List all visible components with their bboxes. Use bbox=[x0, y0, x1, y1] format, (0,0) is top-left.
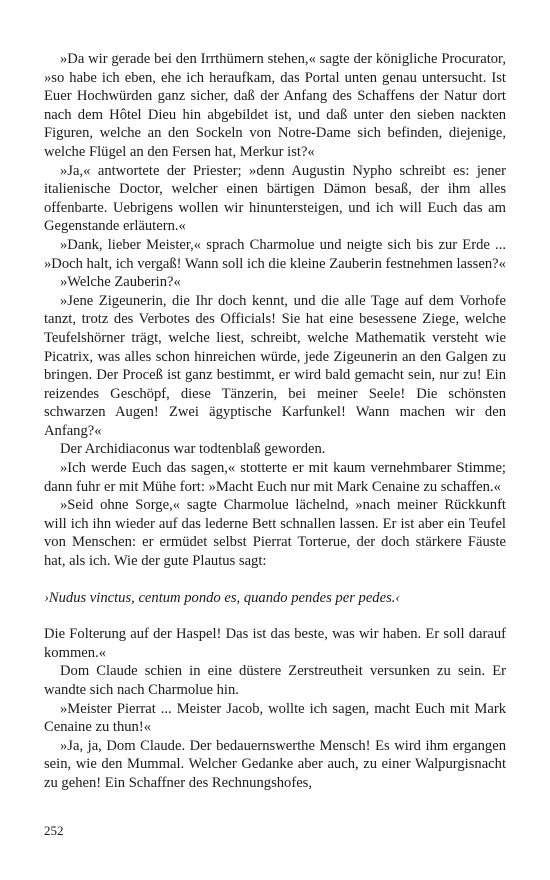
latin-quote: ›Nudus vinctus, centum pondo es, quando pendes per pedes.‹ bbox=[44, 589, 401, 606]
page-number: 252 bbox=[44, 823, 64, 838]
paragraph-11: »Meister Pierrat ... Meister Jacob, wollte ich sagen, macht Euch mit Mark Cenaine zu thun!« bbox=[44, 700, 506, 736]
paragraph-4: »Welche Zauberin?« bbox=[60, 274, 181, 291]
paragraph-9: Die Folterung auf der Haspel! Das ist das beste, was wir haben. Er soll darauf kommen.« bbox=[44, 626, 506, 661]
paragraph-1: »Da wir gerade bei den Irrthümern stehen,« sagte der königliche Procurator, »so habe ich eben, ehe ich heraufkam, das Portal unten genau untersucht. Ist Euer Hochwürden ganz sicher, daß der Anfang des Schaffens der Natur dort nach dem Hôtel Dieu hin abgebildet ist, und daß unter den sieben nackten Figuren, welche an den Sockeln von Notre-Dame sich befinden, diejenige, welche Flügel an den Fersen hat, Merkur ist?« bbox=[44, 51, 506, 160]
paragraph-5: »Jene Zigeunerin, die Ihr doch kennt, und die alle Tage auf dem Vorhofe tanzt, trotz des Verbotes des Officials! Sie hat eine besessene Ziege, welche Teufelshörner trägt, welche liest, schreibt, welche Mathematik versteht wie Picatrix, was alles schon hinreichen würde, jede Zigeunerin an den Galgen zu bringen. Der Proceß ist ganz bestimmt, er wird bald gemacht sein, nur zu! Ein reizendes Geschöpf, diese Tänzerin, bei meiner Seele! Die schönsten schwarzen Augen! Zwei ägyptische Karfunkel! Wann machen wir den Anfang?« bbox=[44, 292, 506, 439]
paragraph-3: »Dank, lieber Meister,« sprach Charmolue und neigte sich bis zur Erde ... »Doch halt, ich vergaß! Wann soll ich die kleine Zauberin festnehmen lassen?« bbox=[44, 236, 506, 272]
page-body bbox=[44, 50, 506, 793]
paragraph-6: Der Archidiaconus war todtenblaß geworden. bbox=[60, 441, 326, 458]
paragraph-7: »Ich werde Euch das sagen,« stotterte er mit kaum vernehmbarer Stimme; dann fuhr er mit Mühe fort: »Macht Euch nur mit Mark Cenaine zu schaffen.« bbox=[44, 460, 506, 495]
paragraph-8: »Seid ohne Sorge,« sagte Charmolue lächelnd, »nach meiner Rückkunft will ich ihn wieder auf das lederne Bett schnallen lassen. Er ist aber ein Teufel von Menschen: er ermüdet selbst Pierrat Torterue, der doch stärkere Fäuste hat, als ich. Wie der gute Plautus sagt: bbox=[44, 497, 506, 570]
paragraph-2: »Ja,« antwortete der Priester; »denn Augustin Nypho schreibt es: jener italienische Doctor, welcher einen bärtigen Dämon besaß, der ihm alles offenbarte. Uebrigens wollen wir hinuntersteigen, und ich will Euch das am Gegenstande erläutern.« bbox=[44, 162, 506, 235]
paragraph-12: »Ja, ja, Dom Claude. Der bedauernswerthe Mensch! Es wird ihm ergangen sein, wie den Mummal. Welcher Gedanke aber auch, zu einer Walpurgisnacht zu gehen! Ein Schaffner des Rechnungshofes, bbox=[44, 737, 506, 791]
paragraph-10: Dom Claude schien in eine düstere Zerstreutheit versunken zu sein. Er wandte sich nach Charmolue hin. bbox=[44, 663, 506, 698]
